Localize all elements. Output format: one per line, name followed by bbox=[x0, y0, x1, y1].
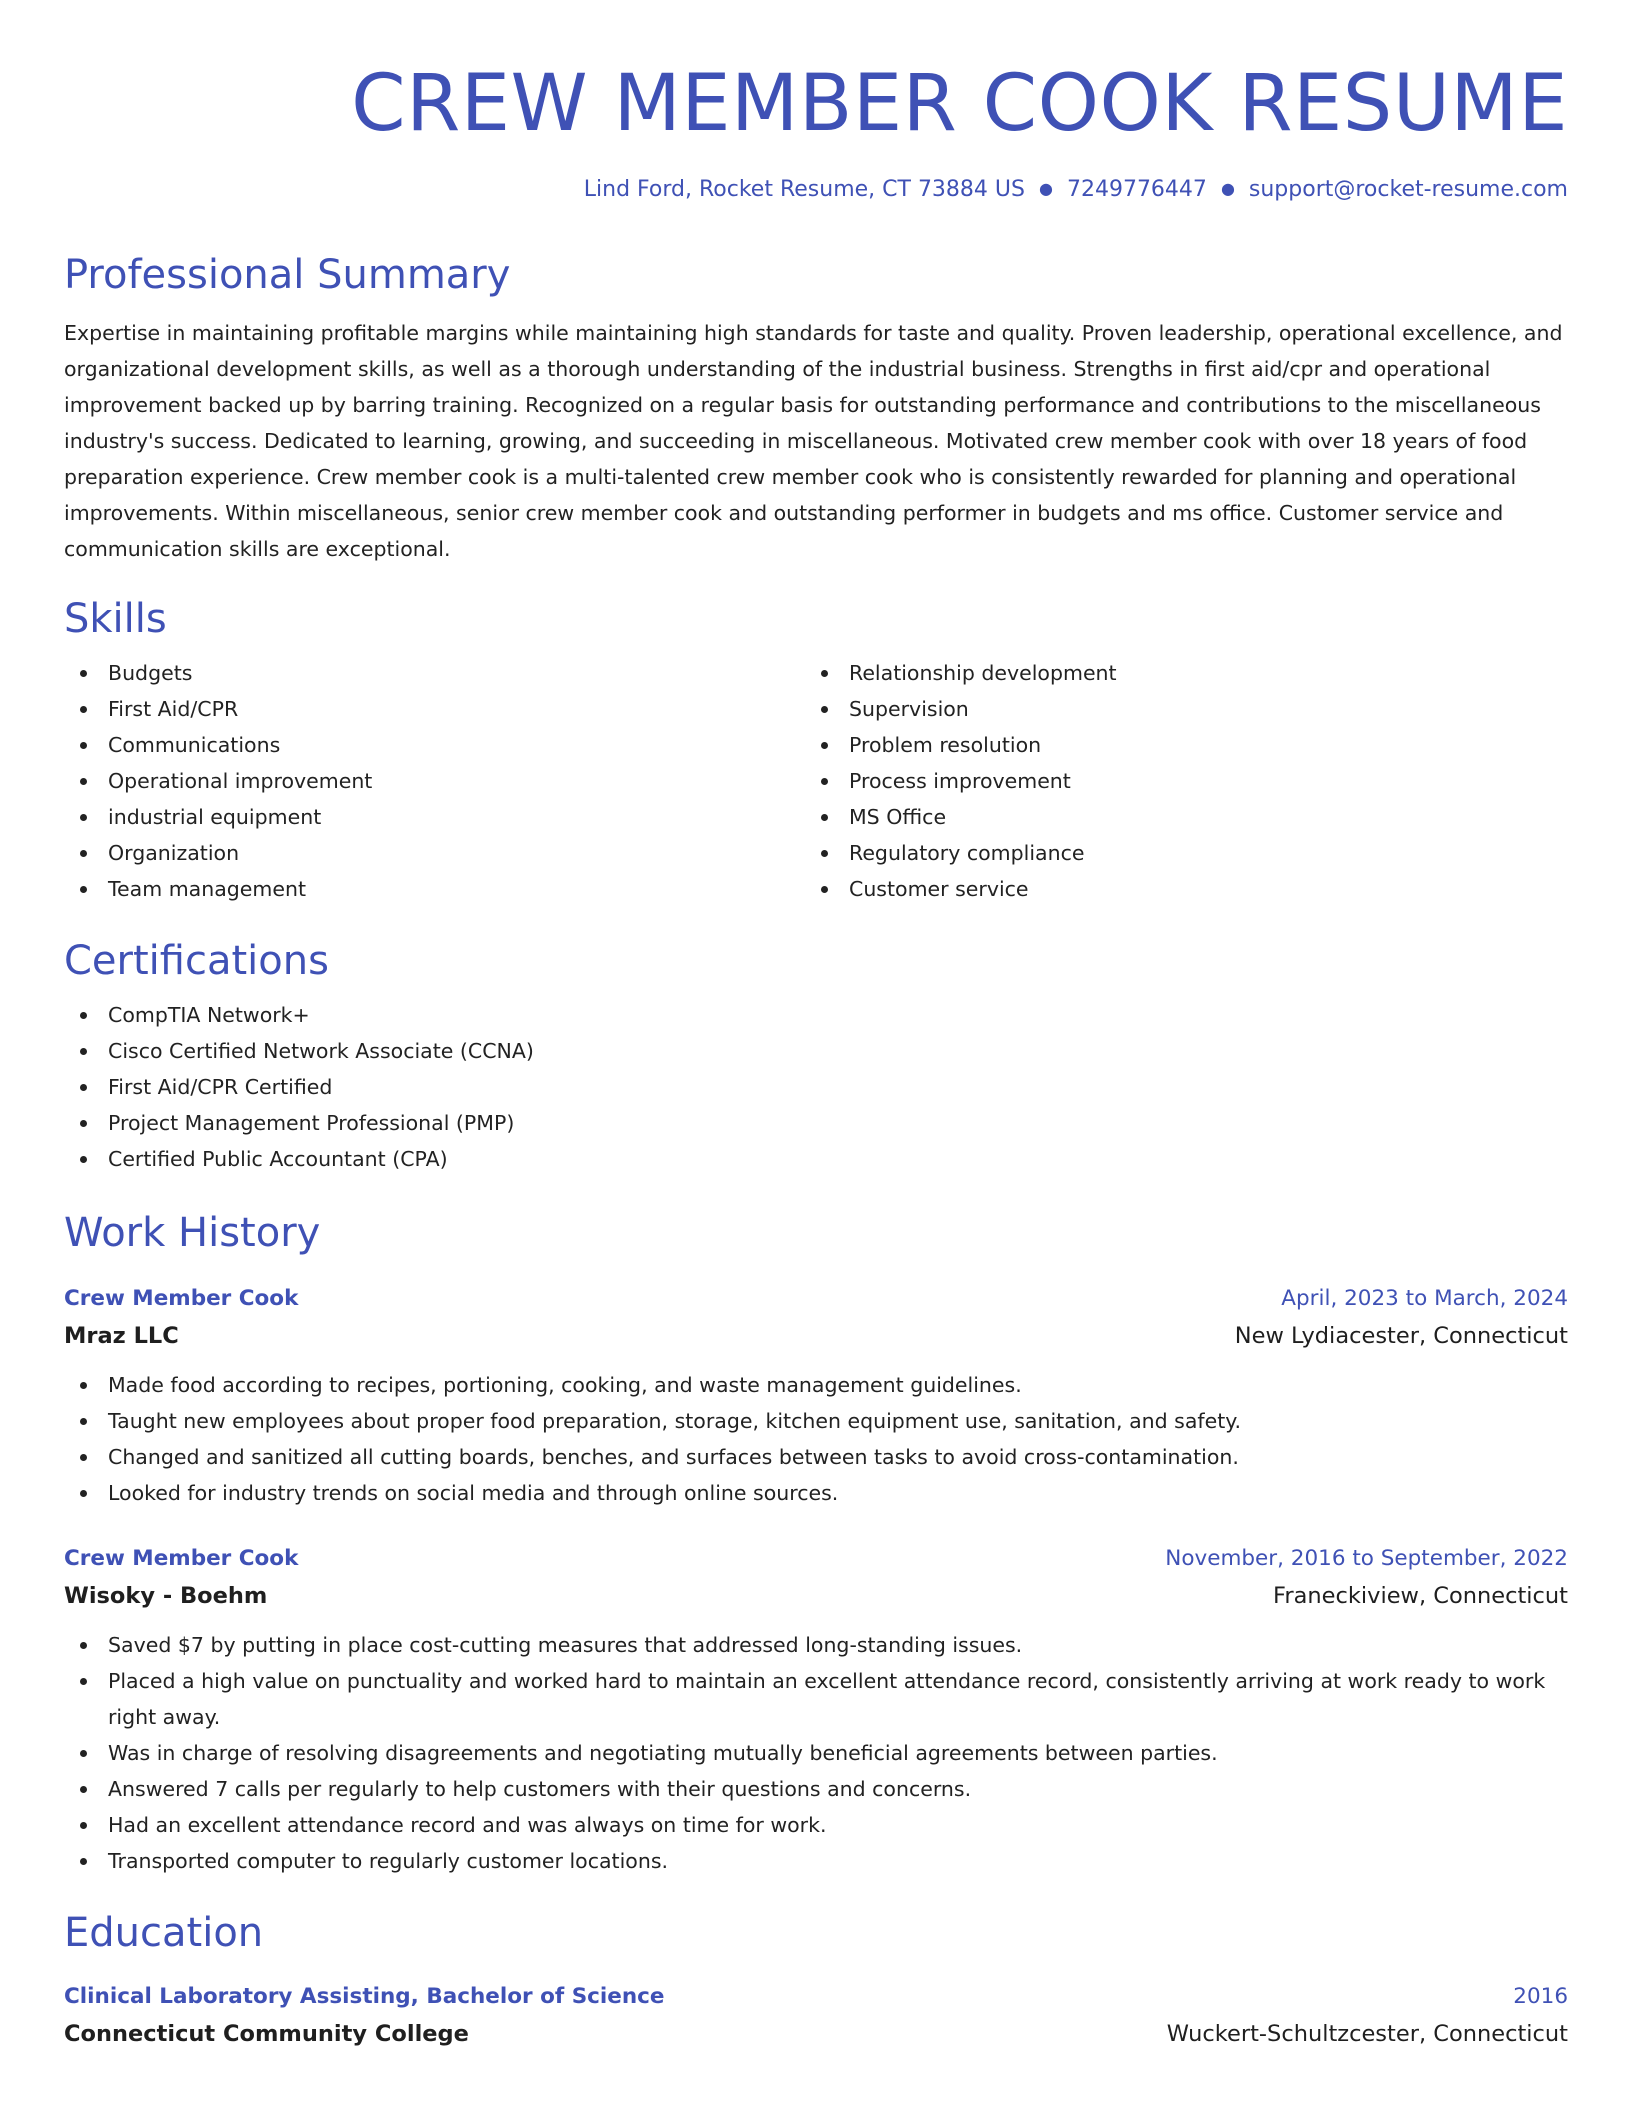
certification-item: Certified Public Accountant (CPA) bbox=[64, 1141, 1568, 1177]
skills-columns bbox=[64, 655, 1568, 907]
certifications-heading: Certifications bbox=[64, 938, 329, 984]
skill-item: Regulatory compliance bbox=[805, 835, 1546, 871]
job-dates: April, 2023 to March, 2024 bbox=[1281, 1286, 1568, 1311]
job-bullet: Had an excellent attendance record and was always on time for work. bbox=[64, 1807, 1568, 1843]
skills-list-left bbox=[64, 655, 805, 907]
education-location: Wuckert-Schultzcester, Connecticut bbox=[1166, 2021, 1568, 2047]
certification-item: Cisco Certified Network Associate (CCNA) bbox=[64, 1033, 1568, 1069]
skill-item: MS Office bbox=[805, 799, 1546, 835]
job-location: New Lydiacester, Connecticut bbox=[1234, 1323, 1568, 1349]
skills-list-right bbox=[805, 655, 1546, 907]
skill-item: Customer service bbox=[805, 871, 1546, 907]
contact-line bbox=[64, 174, 1568, 205]
education-year: 2016 bbox=[1513, 1984, 1568, 2009]
education-heading: Education bbox=[64, 1910, 264, 1956]
certification-item: CompTIA Network+ bbox=[64, 997, 1568, 1033]
job-bullets bbox=[64, 1627, 1568, 1879]
work-history-heading: Work History bbox=[64, 1210, 321, 1256]
job-bullet: Transported computer to regularly customer locations. bbox=[64, 1843, 1568, 1879]
skill-item: Budgets bbox=[64, 655, 805, 691]
skill-item: Organization bbox=[64, 835, 805, 871]
skill-item: Supervision bbox=[805, 691, 1546, 727]
skill-item: First Aid/CPR bbox=[64, 691, 805, 727]
bullet-separator: ● bbox=[1220, 179, 1235, 198]
skill-item: Operational improvement bbox=[64, 763, 805, 799]
job-dates: November, 2016 to September, 2022 bbox=[1165, 1546, 1568, 1571]
skill-item: industrial equipment bbox=[64, 799, 805, 835]
certification-item: Project Management Professional (PMP) bbox=[64, 1105, 1568, 1141]
job-location: Franeckiview, Connecticut bbox=[1273, 1583, 1568, 1609]
job-bullet: Saved $7 by putting in place cost-cutting measures that addressed long-standing issues. bbox=[64, 1627, 1568, 1663]
education-degree: Clinical Laboratory Assisting, Bachelor of Science bbox=[64, 1984, 665, 2009]
summary-text: Expertise in maintaining profitable margins while maintaining high standards for taste and quality. Proven leadership, operational excellence, and organizational development skills, as well as a thorough understanding of the industrial business. Strengths in first aid/cpr and operational improvement backed up by barring training. Recognized on a regular basis for outstanding performance and contributions to the miscellaneous industry's success. Dedicated to learning, growing, and succeeding in miscellaneous. Motivated crew member cook with over 18 years of food preparation experience. Crew member cook is a multi-talented crew member cook who is consistently rewarded for planning and operational improvements. Within miscellaneous, senior crew member cook and outstanding performer in budgets and ms office. Customer service and communication skills are exceptional. bbox=[64, 321, 1563, 561]
skill-item: Process improvement bbox=[805, 763, 1546, 799]
education-entry bbox=[64, 1979, 1568, 2053]
job-bullets bbox=[64, 1367, 1568, 1511]
job-bullet: Changed and sanitized all cutting boards, benches, and surfaces between tasks to avoid cross-contamination. bbox=[64, 1439, 1568, 1475]
job-company: Mraz LLC bbox=[64, 1323, 179, 1349]
job-bullet: Made food according to recipes, portioning, cooking, and waste management guidelines. bbox=[64, 1367, 1568, 1403]
skill-item: Relationship development bbox=[805, 655, 1546, 691]
skill-item: Team management bbox=[64, 871, 805, 907]
contact-phone: 7249776447 bbox=[1066, 177, 1207, 202]
certification-item: First Aid/CPR Certified bbox=[64, 1069, 1568, 1105]
resume-title: CREW MEMBER COOK RESUME bbox=[351, 59, 1568, 149]
skill-item: Problem resolution bbox=[805, 727, 1546, 763]
skills-heading: Skills bbox=[64, 596, 167, 642]
job-entry bbox=[64, 1281, 1568, 1511]
job-bullet: Answered 7 calls per regularly to help customers with their questions and concerns. bbox=[64, 1771, 1568, 1807]
job-company: Wisoky - Boehm bbox=[64, 1583, 268, 1609]
skill-item: Communications bbox=[64, 727, 805, 763]
summary-heading: Professional Summary bbox=[64, 252, 511, 298]
contact-email[interactable]: support@rocket-resume.com bbox=[1248, 177, 1568, 202]
job-bullet: Taught new employees about proper food preparation, storage, kitchen equipment use, sanitation, and safety. bbox=[64, 1403, 1568, 1439]
job-role: Crew Member Cook bbox=[64, 1546, 299, 1571]
certifications-list bbox=[64, 997, 1568, 1177]
job-entry bbox=[64, 1541, 1568, 1879]
education-school: Connecticut Community College bbox=[64, 2021, 469, 2047]
job-bullet: Placed a high value on punctuality and worked hard to maintain an excellent attendance record, consistently arriving at work ready to work right away. bbox=[64, 1663, 1568, 1735]
contact-address: Lind Ford, Rocket Resume, CT 73884 US bbox=[583, 177, 1025, 202]
job-bullet: Looked for industry trends on social media and through online sources. bbox=[64, 1475, 1568, 1511]
job-bullet: Was in charge of resolving disagreements and negotiating mutually beneficial agreements between parties. bbox=[64, 1735, 1568, 1771]
job-role: Crew Member Cook bbox=[64, 1286, 299, 1311]
bullet-separator: ● bbox=[1038, 179, 1053, 198]
